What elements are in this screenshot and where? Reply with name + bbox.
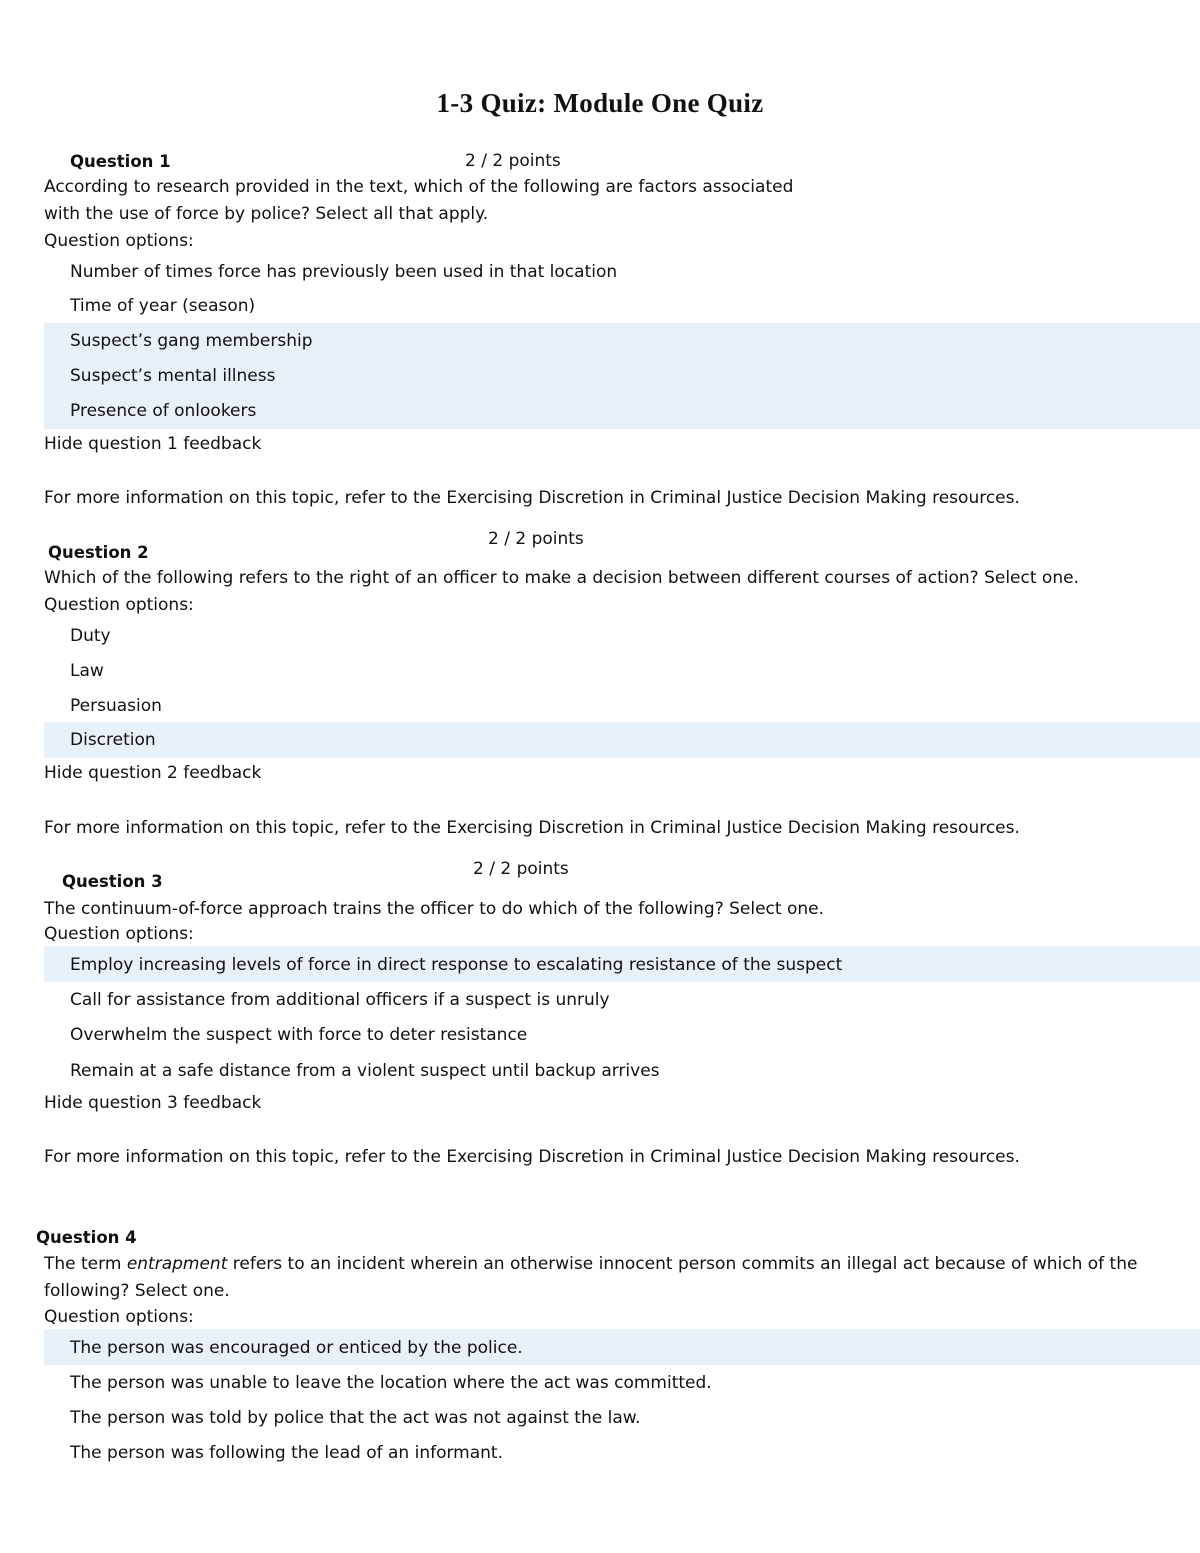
question-2-option[interactable]: Law [70,661,104,681]
question-1-option[interactable]: Presence of onlookers [70,401,257,421]
question-4-text-post: refers to an incident wherein an otherwise innocent person commits an illegal act because of which of the [227,1254,1138,1274]
question-4-label: Question 4 [36,1228,137,1247]
question-2-feedback: For more information on this topic, refer to the Exercising Discretion in Criminal Justice Decision Making resources. [44,818,1020,838]
question-3-feedback: For more information on this topic, refer to the Exercising Discretion in Criminal Justice Decision Making resources. [44,1147,1020,1167]
question-4-option[interactable]: The person was encouraged or enticed by the police. [70,1338,523,1358]
question-3-option[interactable]: Employ increasing levels of force in direct response to escalating resistance of the suspect [70,955,843,975]
question-1-options-label: Question options: [44,231,194,251]
question-1-option[interactable]: Time of year (season) [70,296,256,316]
question-4-option[interactable]: The person was following the lead of an informant. [70,1443,503,1463]
question-2-feedback-toggle[interactable]: Hide question 2 feedback [44,763,262,783]
question-2-options-label: Question options: [44,595,194,615]
question-4-text-line2: following? Select one. [44,1281,230,1301]
question-2-label: Question 2 [48,543,149,562]
question-2-text: Which of the following refers to the right of an officer to make a decision between different courses of action? Select one. [44,568,1079,588]
question-3-feedback-toggle[interactable]: Hide question 3 feedback [44,1093,262,1113]
question-1-points: 2 / 2 points [465,151,561,171]
question-4-text-term: entrapment [126,1254,228,1274]
question-1-option[interactable]: Number of times force has previously been used in that location [70,262,618,282]
question-3-options-label: Question options: [44,924,194,944]
question-2-option[interactable]: Duty [70,626,111,646]
question-2-option[interactable]: Discretion [70,730,156,750]
question-1-option[interactable]: Suspect’s gang membership [70,331,313,351]
question-4-option[interactable]: The person was unable to leave the location where the act was committed. [70,1373,712,1393]
question-4-text-pre: The term [44,1254,127,1274]
question-3-points: 2 / 2 points [473,859,569,879]
question-3-label: Question 3 [62,872,163,891]
question-3-option[interactable]: Remain at a safe distance from a violent suspect until backup arrives [70,1061,660,1081]
question-1-feedback: For more information on this topic, refer to the Exercising Discretion in Criminal Justice Decision Making resources. [44,488,1020,508]
question-4-option[interactable]: The person was told by police that the act was not against the law. [70,1408,641,1428]
question-2-option[interactable]: Persuasion [70,696,162,716]
question-2-points: 2 / 2 points [488,529,584,549]
question-4-options-label: Question options: [44,1307,194,1327]
question-1-feedback-toggle[interactable]: Hide question 1 feedback [44,434,262,454]
question-4-text-line1 [44,1254,1137,1274]
question-3-text: The continuum-of-force approach trains the officer to do which of the following? Select one. [44,899,825,919]
question-2-correct-highlight [44,722,1200,758]
page-title: 1-3 Quiz: Module One Quiz [436,88,764,118]
question-3-option[interactable]: Overwhelm the suspect with force to deter resistance [70,1025,528,1045]
question-1-label: Question 1 [70,152,171,171]
question-3-option[interactable]: Call for assistance from additional officers if a suspect is unruly [70,990,610,1010]
question-1-text-line1: According to research provided in the text, which of the following are factors associated [44,177,794,197]
question-1-text-line2: with the use of force by police? Select all that apply. [44,204,489,224]
question-1-option[interactable]: Suspect’s mental illness [70,366,276,386]
